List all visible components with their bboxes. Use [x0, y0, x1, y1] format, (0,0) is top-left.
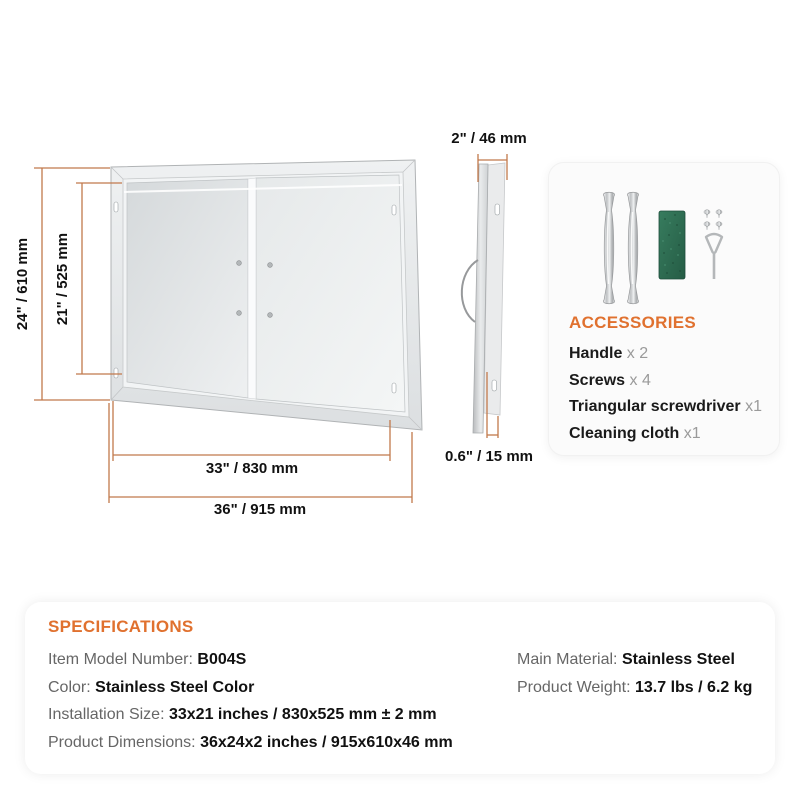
specifications-left-column: [48, 646, 453, 756]
accessory-name: Handle: [569, 345, 623, 362]
accessory-name: Cleaning cloth: [569, 424, 680, 442]
accessory-item-cloth: [569, 421, 762, 448]
triangular-screwdriver-icon: [706, 234, 722, 279]
accessory-qty: x1: [683, 424, 701, 442]
flange-offset-label: 0.6" / 15 mm: [445, 448, 533, 465]
right-door-panel: [256, 175, 405, 412]
depth-label: 2" / 46 mm: [451, 130, 527, 147]
outer-width-label: 36" / 915 mm: [213, 501, 307, 518]
accessories-list: [569, 341, 762, 447]
outer-height-label: 24" / 610 mm: [14, 237, 31, 331]
left-door-panel: [127, 179, 248, 398]
cleaning-cloth-icon: [659, 211, 685, 279]
spec-label: Product Dimensions:: [48, 733, 196, 751]
accessories-title: ACCESSORIES: [569, 313, 697, 332]
spec-row-installation-size: [48, 701, 453, 729]
accessory-name: Screws: [569, 371, 626, 389]
side-slot-bottom: [492, 380, 497, 391]
spec-label: Color:: [48, 678, 91, 696]
handle-icon: [603, 192, 638, 304]
spec-value: B004S: [197, 651, 247, 668]
specifications-card: [25, 602, 775, 774]
spec-label: Installation Size:: [48, 706, 165, 723]
door-divider: [248, 178, 256, 399]
screws-icon: [704, 210, 722, 230]
accessories-card: [548, 162, 780, 456]
spec-value: 13.7 lbs / 6.2 kg: [635, 678, 753, 696]
accessory-item-screwdriver: [569, 394, 762, 421]
front-view-drawing: [0, 120, 470, 535]
side-slot-top: [495, 204, 500, 215]
accessory-item-screws: [569, 368, 762, 395]
spec-row-weight: [517, 674, 752, 702]
spec-label: Item Model Number:: [48, 651, 193, 668]
spec-row-color: [48, 674, 453, 702]
spec-row-model: [48, 646, 453, 674]
inner-width-label: 33" / 830 mm: [205, 460, 299, 477]
spec-value: 33x21 inches / 830x525 mm ± 2 mm: [168, 706, 437, 723]
accessory-item-handle: [569, 341, 762, 368]
dimension-outer-height: [34, 168, 110, 400]
spec-value: Stainless Steel Color: [95, 678, 255, 696]
specifications-title: SPECIFICATIONS: [48, 617, 194, 636]
inner-height-label: 21" / 525 mm: [54, 232, 71, 326]
accessory-name: Triangular screwdriver: [569, 398, 741, 415]
spec-label: Product Weight:: [517, 678, 631, 696]
spec-row-material: [517, 646, 752, 674]
spec-value: 36x24x2 inches / 915x610x46 mm: [200, 733, 453, 751]
spec-row-product-dimensions: [48, 729, 453, 757]
spec-label: Main Material:: [517, 651, 618, 668]
accessory-qty: x1: [745, 398, 762, 415]
spec-value: Stainless Steel: [621, 651, 735, 668]
specifications-right-column: [517, 646, 752, 701]
accessory-qty: x 2: [626, 345, 649, 362]
accessories-image: [549, 163, 781, 313]
accessory-qty: x 4: [629, 371, 651, 389]
